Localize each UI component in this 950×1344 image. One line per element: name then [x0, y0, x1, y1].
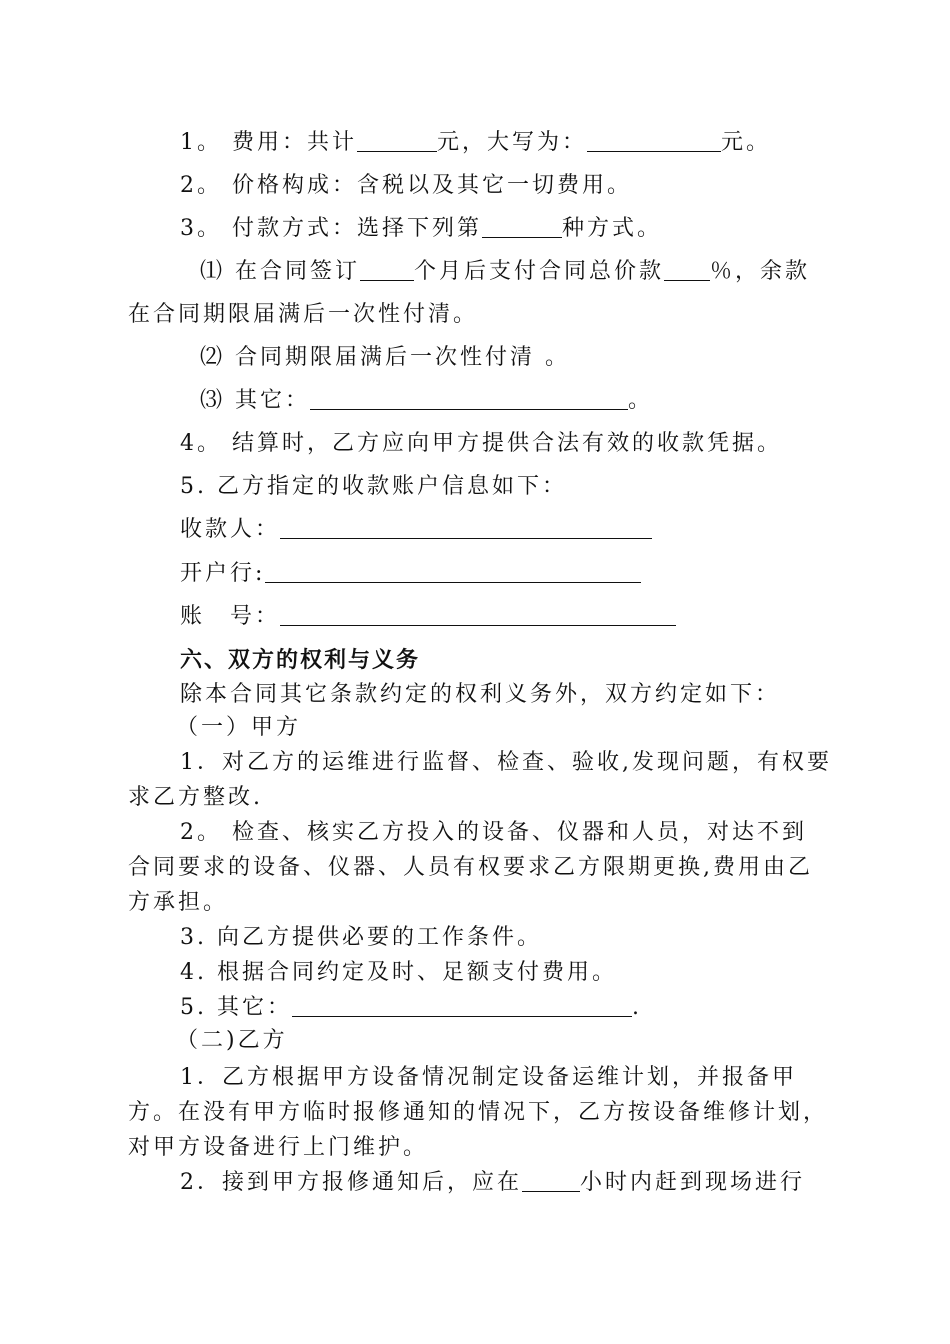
- option-1-line: [200, 257, 810, 287]
- payee-field[interactable]: [280, 516, 652, 539]
- party-a-item-3: 3. 向乙方提供必要的工作条件。: [180, 925, 542, 950]
- section-6-intro: 除本合同其它条款约定的权利义务外，双方约定如下：: [180, 682, 781, 707]
- option-1-cont: 在合同期限届满后一次性付清。: [128, 302, 479, 327]
- party-b-title: （二)乙方: [176, 1028, 288, 1053]
- option-2: ⑵ 合同期限届满后一次性付清 。: [200, 345, 570, 370]
- account-field[interactable]: [280, 603, 676, 626]
- party-a-item-5: [180, 993, 642, 1023]
- option-3-label: ⑶ 其它：: [200, 388, 310, 413]
- party-b-item-2-label: 2．接到甲方报修通知后，应在: [180, 1170, 522, 1195]
- party-a-item-2-cont: 合同要求的设备、仪器、人员有权要求乙方限期更换,费用由乙: [128, 855, 813, 880]
- account-info-heading: 5. 乙方指定的收款账户信息如下：: [180, 474, 567, 499]
- party-a-item-4: 4. 根据合同约定及时、足额支付费用。: [180, 960, 617, 985]
- party-a-item-1: 1．对乙方的运维进行监督、检查、验收,发现问题，有权要: [180, 750, 832, 775]
- payee-label: 收款人：: [180, 517, 281, 542]
- settlement-clause: 4。 结算时，乙方应向甲方提供合法有效的收款凭据。: [180, 431, 782, 456]
- account-line: [180, 602, 676, 632]
- party-b-item-1-cont: 方。在没有甲方临时报修通知的情况下，乙方按设备维修计划，: [128, 1100, 829, 1125]
- percent-blank[interactable]: [664, 258, 710, 281]
- payment-method-end: 种方式。: [562, 216, 663, 241]
- option-1-mid: 个月后支付合同总价款: [414, 259, 665, 284]
- party-b-item-1-cont2: 对甲方设备进行上门维护。: [128, 1135, 429, 1160]
- party-a-title: （一）甲方: [176, 715, 302, 740]
- bank-label: 开户行:: [180, 561, 266, 586]
- party-b-item-2-end: 小时内赶到现场进行: [580, 1170, 806, 1195]
- account-label: 账 号：: [180, 604, 281, 629]
- fee-capital-label: 元，大写为：: [437, 130, 588, 155]
- party-b-item-1: 1．乙方根据甲方设备情况制定设备运维计划，并报备甲: [180, 1065, 797, 1090]
- bank-field[interactable]: [265, 560, 641, 583]
- payment-method-label: 3。 付款方式：选择下列第: [180, 216, 482, 241]
- option-1-label: ⑴ 在合同签订: [200, 259, 360, 284]
- months-blank[interactable]: [360, 258, 414, 281]
- payee-line: [180, 515, 652, 545]
- party-a-other-field[interactable]: [292, 994, 632, 1017]
- other-method-blank[interactable]: [310, 387, 628, 410]
- price-composition: 2。 价格构成：含税以及其它一切费用。: [180, 173, 632, 198]
- fee-total-label: 1。 费用：共计: [180, 130, 357, 155]
- party-a-item-2: 2。 检查、核实乙方投入的设备、仪器和人员，对达不到: [180, 820, 807, 845]
- party-b-item-2: [180, 1168, 805, 1198]
- party-a-item-2-cont2: 方承担。: [128, 890, 229, 915]
- bank-line: [180, 559, 641, 589]
- hours-blank[interactable]: [522, 1169, 580, 1192]
- fee-unit: 元。: [721, 130, 772, 155]
- party-a-item-5-end: .: [631, 995, 642, 1020]
- option-3-end: 。: [628, 388, 654, 413]
- amount-blank[interactable]: [357, 129, 437, 152]
- payment-method-line: [180, 214, 662, 244]
- fee-total-line: [180, 128, 771, 158]
- option-1-end: ％，余款: [710, 259, 811, 284]
- section-6-heading: 六、双方的权利与义务: [180, 647, 421, 673]
- option-3-line: [200, 386, 653, 416]
- party-a-item-5-label: 5. 其它：: [180, 995, 292, 1020]
- party-a-item-1-cont: 求乙方整改.: [128, 785, 263, 810]
- amount-capital-blank[interactable]: [587, 129, 721, 152]
- method-choice-blank[interactable]: [482, 215, 562, 238]
